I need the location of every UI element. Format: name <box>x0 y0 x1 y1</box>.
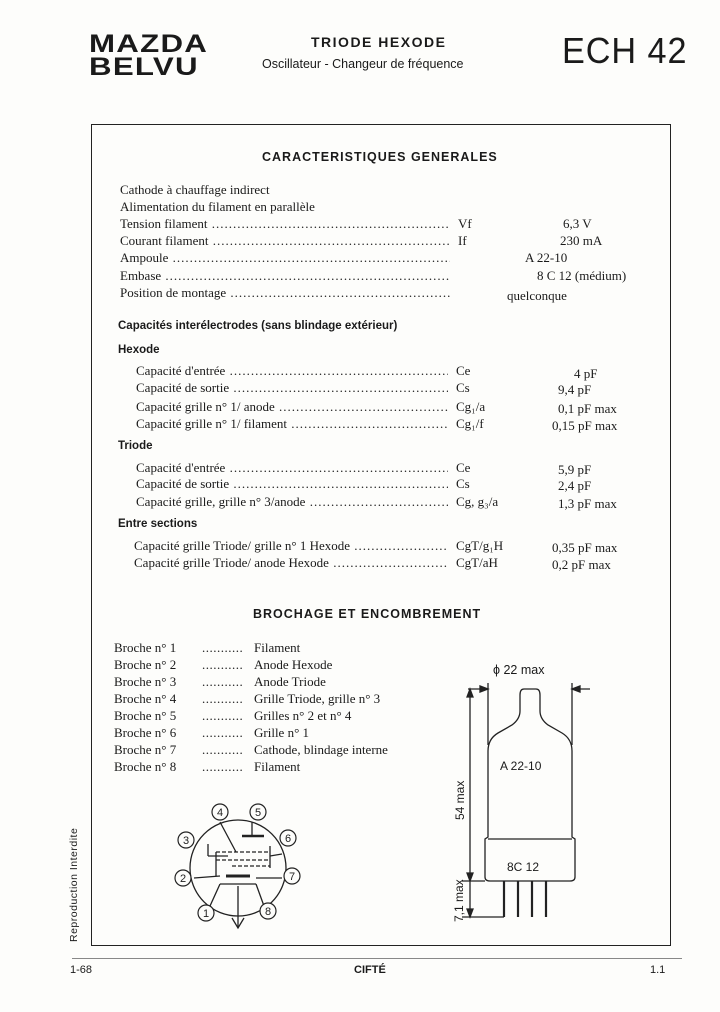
capacity-row <box>136 460 656 475</box>
row-label: Capacité grille n° 1/ filament ..... <box>136 416 448 431</box>
pin-desc: Anode Triode <box>254 674 326 689</box>
socket-number: 4 <box>216 807 224 819</box>
socket-number: 3 <box>182 835 190 847</box>
general-row <box>120 250 660 265</box>
bulb-label: A 22-10 <box>500 759 542 773</box>
row-symbol: Cg, g₃/a <box>456 494 499 509</box>
capacity-row <box>134 555 654 570</box>
socket-number: 5 <box>254 807 262 819</box>
pin-row: Broche n° 5 ........... Grilles n° 2 et n° 4 <box>114 708 352 723</box>
socket-number: 1 <box>202 908 210 920</box>
footer-left: 1-68 <box>70 964 93 976</box>
row-value: 2,4 pF <box>558 478 592 493</box>
base-label: 8C 12 <box>507 860 540 874</box>
pin-desc: Anode Hexode <box>254 657 333 672</box>
socket-number: 7 <box>288 871 296 883</box>
row-value: 6,3 V <box>563 216 592 231</box>
row-label: Capacité grille Triode/ anode Hexode ..... <box>134 555 448 570</box>
pin-desc: Filament <box>254 759 301 774</box>
row-value: 1,3 pF max <box>558 496 617 511</box>
row-symbol: Cg₁/a <box>456 399 486 414</box>
pin-row: Broche n° 3 ........... Anode Triode <box>114 674 326 689</box>
brand-mazda: MAZDA <box>89 30 209 58</box>
dimension-diameter: ϕ 22 max <box>493 663 545 677</box>
dimension-pin-length: 7,1 max <box>452 879 466 922</box>
socket-number: 6 <box>284 833 292 845</box>
capacity-row <box>136 494 656 509</box>
pin-label: Broche n° 4 <box>114 691 177 706</box>
row-symbol: Ce <box>456 363 471 378</box>
socket-diagram <box>170 796 310 936</box>
pin-label: Broche n° 6 <box>114 725 177 740</box>
pin-desc: Grille Triode, grille n° 3 <box>254 691 381 706</box>
row-label: Capacité d'entrée ..... <box>136 460 448 475</box>
row-label: Ampoule ..... <box>120 250 450 265</box>
footer-center: CIFTÉ <box>354 964 386 976</box>
row-value: A 22-10 <box>525 250 568 265</box>
footer-right: 1.1 <box>650 964 666 976</box>
general-row <box>120 285 660 303</box>
pin-label: Broche n° 1 <box>114 640 177 655</box>
row-symbol: CgT/g₁H <box>456 538 504 553</box>
brand-belvu: BELVU <box>89 53 199 81</box>
capacity-row <box>136 380 656 395</box>
row-label: Capacité grille Triode/ grille n° 1 Hexode ..... <box>134 538 448 553</box>
pin-row: Broche n° 4 ........... Grille Triode, grille n° 3 <box>114 691 381 706</box>
row-label: Capacité d'entrée ..... <box>136 363 448 378</box>
capacities-title: Capacités interélectrodes (sans blindage extérieur) <box>118 320 398 332</box>
capacity-row <box>134 538 654 553</box>
tube-type-title: TRIODE HEXODE <box>311 34 447 50</box>
tube-subtitle: Oscillateur - Changeur de fréquence <box>262 57 464 71</box>
pin-label: Broche n° 2 <box>114 657 177 672</box>
general-row <box>120 216 660 231</box>
row-symbol: Cg₁/f <box>456 416 484 431</box>
general-title: CARACTERISTIQUES GENERALES <box>262 150 498 164</box>
general-row <box>120 268 660 283</box>
socket-number: 2 <box>179 873 187 885</box>
row-symbol: CgT/aH <box>456 555 498 570</box>
pin-desc: Grille n° 1 <box>254 725 310 740</box>
row-value: 8 C 12 (médium) <box>537 268 627 283</box>
pin-label: Broche n° 8 <box>114 759 177 774</box>
row-value: 4 pF <box>574 366 598 381</box>
group-triode-title: Triode <box>118 440 153 452</box>
row-value: 0,2 pF max <box>552 557 611 572</box>
pin-label: Broche n° 3 <box>114 674 177 689</box>
pin-row: Broche n° 8 ........... Filament <box>114 759 301 774</box>
model-number: ECH 42 <box>562 30 688 71</box>
row-label: Embase ..... <box>120 268 450 283</box>
row-symbol: Cs <box>456 380 470 395</box>
pin-desc: Filament <box>254 640 301 655</box>
pin-label: Broche n° 5 <box>114 708 177 723</box>
row-value: 5,9 pF <box>558 462 592 477</box>
row-value: 0,15 pF max <box>552 418 618 433</box>
general-line-alimentation: Alimentation du filament en parallèle <box>120 199 315 214</box>
row-symbol: Ce <box>456 460 471 475</box>
socket-number: 8 <box>264 906 272 918</box>
row-symbol: If <box>458 233 467 248</box>
row-value: quelconque <box>507 288 567 303</box>
row-label: Capacité de sortie ..... <box>136 380 448 395</box>
row-label: Capacité grille, grille n° 3/anode ..... <box>136 494 448 509</box>
row-value: 0,1 pF max <box>558 401 617 416</box>
capacity-row <box>136 363 656 381</box>
capacity-row <box>136 476 656 491</box>
row-value: 0,35 pF max <box>552 540 618 555</box>
pin-row: Broche n° 2 ........... Anode Hexode <box>114 657 333 672</box>
row-label: Courant filament ..... <box>120 233 450 248</box>
pin-row: Broche n° 7 ........... Cathode, blindage interne <box>114 742 388 757</box>
row-label: Tension filament ..... <box>120 216 450 231</box>
capacity-row <box>136 399 656 414</box>
row-label: Position de montage ..... <box>120 285 450 300</box>
reproduction-note: Reproduction Interdite <box>68 827 80 942</box>
general-row <box>120 233 660 248</box>
pin-row: Broche n° 1 ........... Filament <box>114 640 301 655</box>
row-label: Capacité de sortie ..... <box>136 476 448 491</box>
capacity-row <box>136 416 656 431</box>
row-label: Capacité grille n° 1/ anode ..... <box>136 399 448 414</box>
row-value: 230 mA <box>560 233 603 248</box>
row-symbol: Cs <box>456 476 470 491</box>
pin-label: Broche n° 7 <box>114 742 177 757</box>
group-entre-sections-title: Entre sections <box>118 518 198 530</box>
pin-desc: Cathode, blindage interne <box>254 742 388 757</box>
pin-row: Broche n° 6 ........... Grille n° 1 <box>114 725 310 740</box>
dimension-height: 54 max <box>453 780 467 820</box>
general-line-cathode: Cathode à chauffage indirect <box>120 182 270 197</box>
group-hexode-title: Hexode <box>118 344 160 356</box>
row-symbol: Vf <box>458 216 472 231</box>
pin-desc: Grilles n° 2 et n° 4 <box>254 708 352 723</box>
pinout-title: BROCHAGE ET ENCOMBREMENT <box>253 607 482 621</box>
row-value: 9,4 pF <box>558 382 592 397</box>
footer-rule <box>72 958 682 959</box>
